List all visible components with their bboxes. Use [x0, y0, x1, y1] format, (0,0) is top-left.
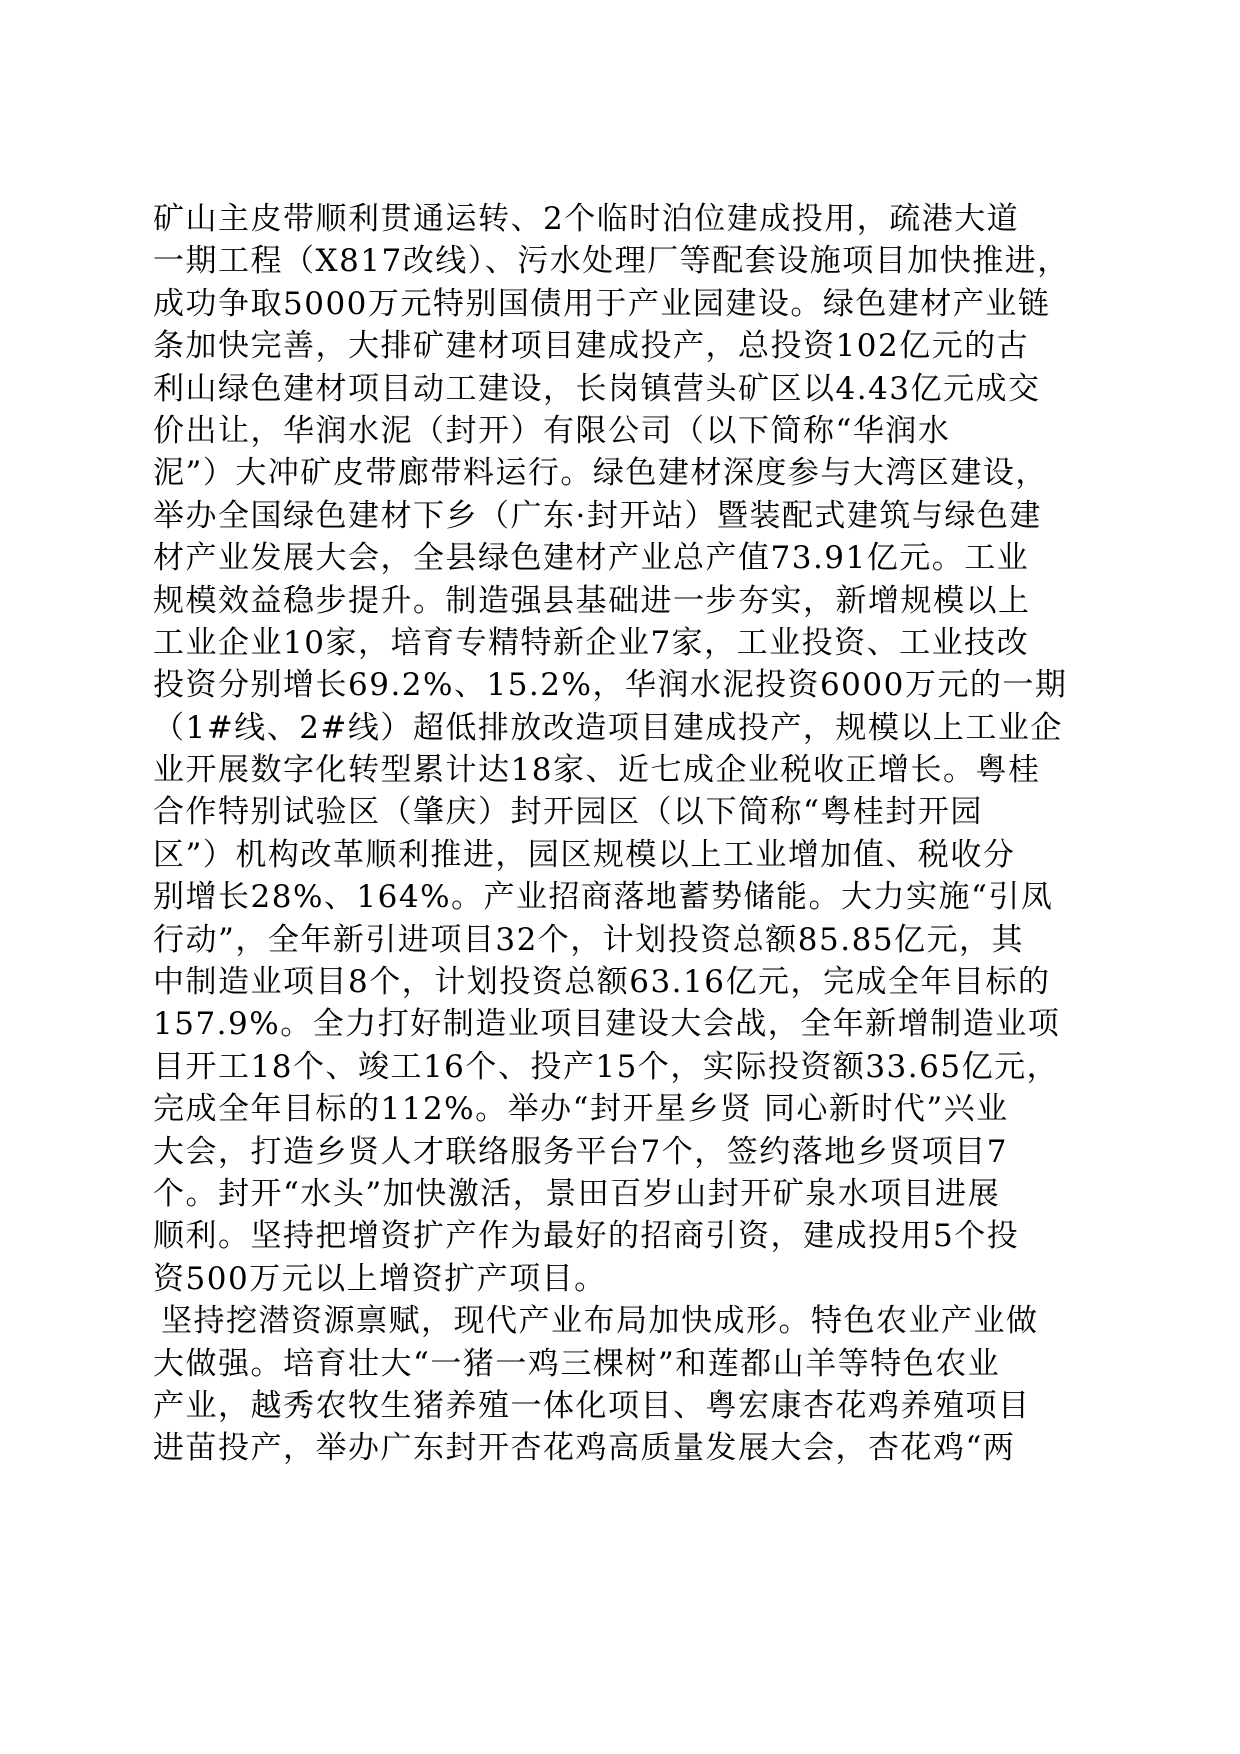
- text-line: 行动”，全年新引进项目32个，计划投资总额85.85亿元，其: [153, 921, 1025, 958]
- text-line: 一期工程（X817改线）、污水处理厂等配套设施项目加快推进，: [153, 243, 1070, 280]
- text-line: 条加快完善，大排矿建材项目建成投产，总投资102亿元的古: [153, 328, 1030, 365]
- text-line: 合作特别试验区（肇庆）封开园区（以下简称“粤桂封开园: [153, 794, 983, 831]
- text-line: 规模效益稳步提升。制造强县基础进一步夯实，新增规模以上: [153, 582, 1031, 619]
- text-line: 个。封开“水头”加快激活，景田百岁山封开矿泉水项目进展: [153, 1175, 1001, 1212]
- text-line: 成功争取5000万元特别国债用于产业园建设。绿色建材产业链: [153, 285, 1051, 322]
- text-line: （1#线、2#线）超低排放改造项目建成投产，规模以上工业企: [153, 709, 1063, 746]
- text-line: 大做强。培育壮大“一猪一鸡三棵树”和莲都山羊等特色农业: [153, 1345, 1001, 1382]
- text-line: 进苗投产，举办广东封开杏花鸡高质量发展大会，杏花鸡“两: [153, 1430, 1016, 1467]
- text-line: 产业，越秀农牧生猪养殖一体化项目、粤宏康杏花鸡养殖项目: [153, 1387, 1031, 1424]
- text-line: 泥”）大冲矿皮带廊带料运行。绿色建材深度参与大湾区建设，: [153, 455, 1048, 492]
- text-line: 别增长28%、164%。产业招商落地蓄势储能。大力实施“引凤: [153, 879, 1054, 916]
- text-line: 举办全国绿色建材下乡（广东·封开站）暨装配式建筑与绿色建: [153, 497, 1042, 534]
- body-text: [153, 198, 1088, 1470]
- text-line: 区”）机构改革顺利推进，园区规模以上工业增加值、税收分: [153, 836, 1016, 873]
- text-line: 材产业发展大会，全县绿色建材产业总产值73.91亿元。工业: [153, 540, 1030, 577]
- text-line: 目开工18个、竣工16个、投产15个，实际投资额33.65亿元，: [153, 1048, 1060, 1085]
- text-line: 投资分别增长69.2%、15.2%，华润水泥投资6000万元的一期: [153, 667, 1068, 704]
- text-line: 中制造业项目8个，计划投资总额63.16亿元，完成全年目标的: [153, 964, 1051, 1001]
- text-line: 矿山主皮带顺利贯通运转、2个临时泊位建成投用，疏港大道: [153, 201, 1020, 237]
- text-line: 工业企业10家，培育专精特新企业7家，工业投资、工业技改: [153, 624, 1030, 661]
- text-line: 顺利。坚持把增资扩产作为最好的招商引资，建成投用5个投: [153, 1218, 1020, 1255]
- text-line: 大会，打造乡贤人才联络服务平台7个，签约落地乡贤项目7: [153, 1133, 1008, 1170]
- paragraph-2: [153, 1300, 1088, 1470]
- text-line: 坚持挖潜资源禀赋，现代产业布局加快成形。特色农业产业做: [161, 1303, 1039, 1340]
- text-line: 价出让，华润水泥（封开）有限公司（以下简称“华润水: [153, 412, 951, 449]
- text-line: 业开展数字化转型累计达18家、近七成企业税收正增长。粤桂: [153, 752, 1041, 789]
- paragraph-1: [153, 198, 1088, 1300]
- text-line: 资500万元以上增资扩产项目。: [153, 1260, 607, 1297]
- text-line: 157.9%。全力打好制造业项目建设大会战，全年新增制造业项: [153, 1006, 1061, 1043]
- text-line: 完成全年目标的112%。举办“封开星乡贤 同心新时代”兴业: [153, 1091, 1009, 1128]
- text-line: 利山绿色建材项目动工建设，长岗镇营头矿区以4.43亿元成交: [153, 370, 1041, 407]
